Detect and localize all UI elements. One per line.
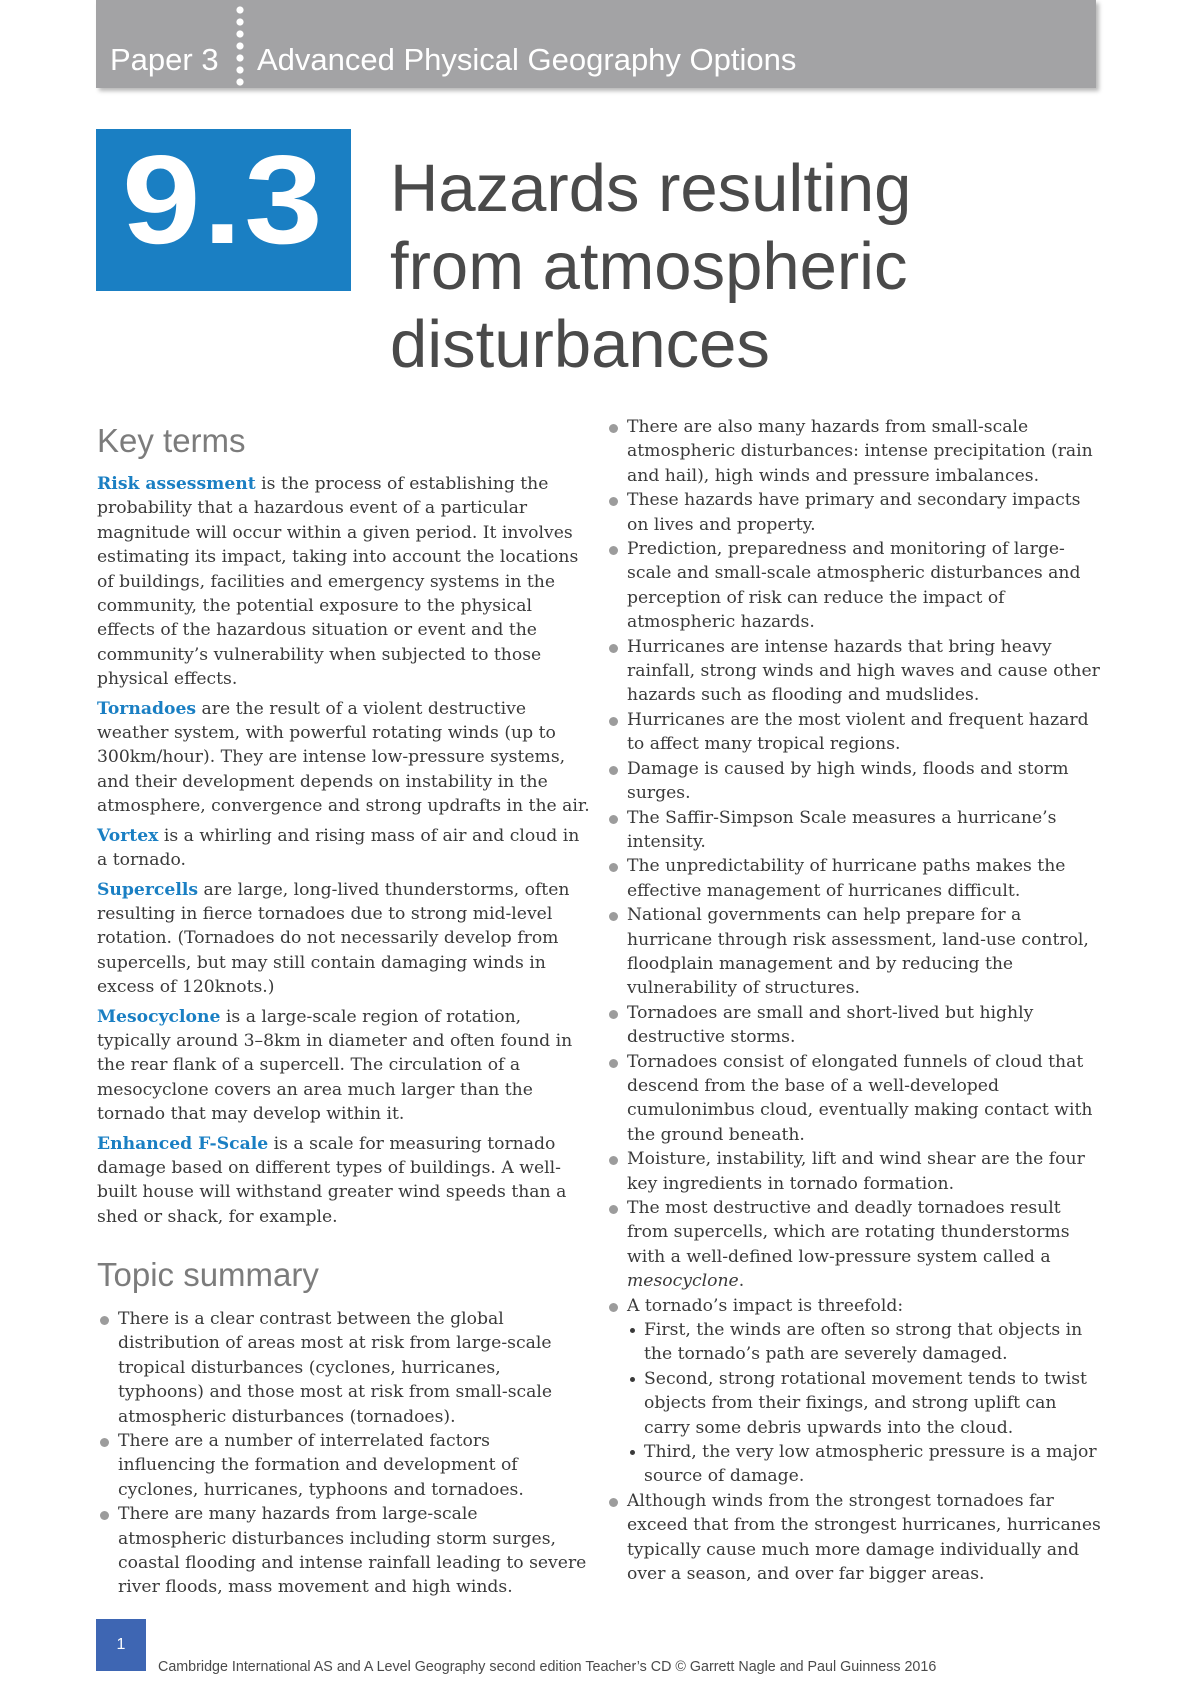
page-number: 1 (96, 1619, 146, 1671)
key-term (97, 878, 591, 1000)
key-term (97, 1132, 591, 1230)
topic-summary-heading: Topic summary (97, 1256, 319, 1293)
list-item: Hurricanes are intense hazards that bring heavy rainfall, strong winds and high waves and cause other hazards such as flooding and mudslides. (606, 635, 1106, 708)
list-item: National governments can help prepare for a hurricane through risk assessment, land-use control, floodplain management and by reducing the vulnerability of structures. (606, 903, 1106, 1001)
header-bar (96, 0, 1096, 88)
key-terms-list (97, 472, 591, 1234)
list-item: Prediction, preparedness and monitoring of large-scale and small-scale atmospheric disturbances and perception of risk can reduce the impact of atmospheric hazards. (606, 537, 1106, 635)
summary-list (97, 1307, 591, 1600)
term-name: Vortex (97, 825, 159, 846)
term-definition: are the result of a violent destructive weather system, with powerful rotating winds (up to 300km/hour). They are intense low-pressure systems, and their development depends on instability in the atmosphere, convergence and strong updrafts in the air. (97, 698, 590, 817)
chapter-number: 9.3 (122, 129, 325, 270)
chapter-number-box (96, 129, 351, 291)
list-item: There are many hazards from large-scale atmospheric disturbances including storm surges, coastal flooding and intense rainfall leading to severe river floods, mass movement and high winds. (97, 1502, 591, 1600)
sub-list-item: Third, the very low atmospheric pressure is a major source of damage. (627, 1440, 1106, 1489)
list-item: The Saffir-Simpson Scale measures a hurricane’s intensity. (606, 806, 1106, 855)
item-text: A tornado’s impact is threefold: (627, 1295, 904, 1316)
list-item: Hurricanes are the most violent and frequent hazard to affect many tropical regions. (606, 708, 1106, 757)
sub-list-item: First, the winds are often so strong that objects in the tornado’s path are severely damaged. (627, 1318, 1106, 1367)
key-term (97, 697, 591, 819)
list-item: Tornadoes consist of elongated funnels of cloud that descend from the base of a well-developed cumulonimbus cloud, eventually making contact with the ground beneath. (606, 1050, 1106, 1148)
term-name: Tornadoes (97, 698, 197, 719)
key-terms-heading: Key terms (97, 422, 246, 459)
chapter-title-line: from atmospheric (390, 229, 908, 304)
list-item: There are a number of interrelated factors influencing the formation and development of cyclones, hurricanes, typhoons and tornadoes. (97, 1429, 591, 1502)
list-item: There is a clear contrast between the global distribution of areas most at risk from large-scale tropical disturbances (cyclones, hurricanes, typhoons) and those most at risk from small-scale atmospheric disturbances (tornadoes). (97, 1307, 591, 1429)
sub-list-item: Second, strong rotational movement tends to twist objects from their fixings, and strong uplift can carry some debris upwards into the cloud. (627, 1367, 1106, 1440)
item-text: . (738, 1271, 745, 1292)
term-name: Mesocyclone (97, 1006, 221, 1027)
topic-summary-right (606, 415, 1106, 1587)
list-item: Damage is caused by high winds, floods and storm surges. (606, 757, 1106, 806)
list-item: There are also many hazards from small-scale atmospheric disturbances: intense precipitation (rain and hail), high winds and pressure imbalances. (606, 415, 1106, 488)
summary-list (606, 415, 1106, 1587)
list-item (606, 1294, 1106, 1489)
footer-copyright: Cambridge International AS and A Level Geography second edition Teacher’s CD © Garrett Nagle and Paul Guinness 2016 (158, 1659, 937, 1675)
term-definition: is a whirling and rising mass of air and cloud in a tornado. (97, 825, 580, 871)
dotted-divider (236, 4, 244, 88)
list-item: These hazards have primary and secondary impacts on lives and property. (606, 488, 1106, 537)
chapter-title (390, 150, 1110, 384)
sub-list (627, 1318, 1106, 1489)
term-definition: is a large-scale region of rotation, typically around 3–8km in diameter and often found in the rear flank of a supercell. The circulation of a mesocyclone covers an area much larger than the tornado that may develop within it. (97, 1006, 573, 1125)
term-name: Supercells (97, 879, 199, 900)
term-definition: is the process of establishing the probability that a hazardous event of a particular magnitude will occur within a given period. It involves estimating its impact, taking into account the locations of buildings, facilities and emergency systems in the community, the potential exposure to the physical effects of the hazardous situation or event and the community’s vulnerability when subjected to those physical effects. (97, 474, 579, 690)
term-definition: are large, long-lived thunderstorms, often resulting in fierce tornadoes due to strong mid-level rotation. (Tornadoes do not necessarily develop from supercells, but may still contain damaging winds in excess of 120knots.) (97, 879, 570, 998)
list-item (606, 1196, 1106, 1294)
chapter-title-line: disturbances (390, 307, 770, 382)
key-term (97, 824, 591, 873)
key-term (97, 1005, 591, 1127)
term-name: Risk assessment (97, 474, 256, 494)
paper-title: Advanced Physical Geography Options (257, 42, 797, 77)
term-definition: is a scale for measuring tornado damage based on different types of buildings. A well-built house will withstand greater wind speeds than a shed or shack, for example. (97, 1133, 567, 1227)
list-item: Moisture, instability, lift and wind shear are the four key ingredients in tornado formation. (606, 1147, 1106, 1196)
list-item: The unpredictability of hurricane paths makes the effective management of hurricanes difficult. (606, 854, 1106, 903)
topic-summary-left (97, 1307, 591, 1600)
key-term (97, 472, 591, 692)
chapter-title-line: Hazards resulting (390, 151, 912, 226)
list-item: Although winds from the strongest tornadoes far exceed that from the strongest hurricanes, hurricanes typically cause much more damage individually and over a season, and over far bigger areas. (606, 1489, 1106, 1587)
item-text: The most destructive and deadly tornadoes result from supercells, which are rotating thunderstorms with a well-defined low-pressure system called a (627, 1198, 1070, 1267)
list-item: Tornadoes are small and short-lived but highly destructive storms. (606, 1001, 1106, 1050)
item-emphasis: mesocyclone (627, 1271, 739, 1292)
term-name: Enhanced F-Scale (97, 1133, 269, 1154)
paper-label: Paper 3 (110, 42, 219, 77)
